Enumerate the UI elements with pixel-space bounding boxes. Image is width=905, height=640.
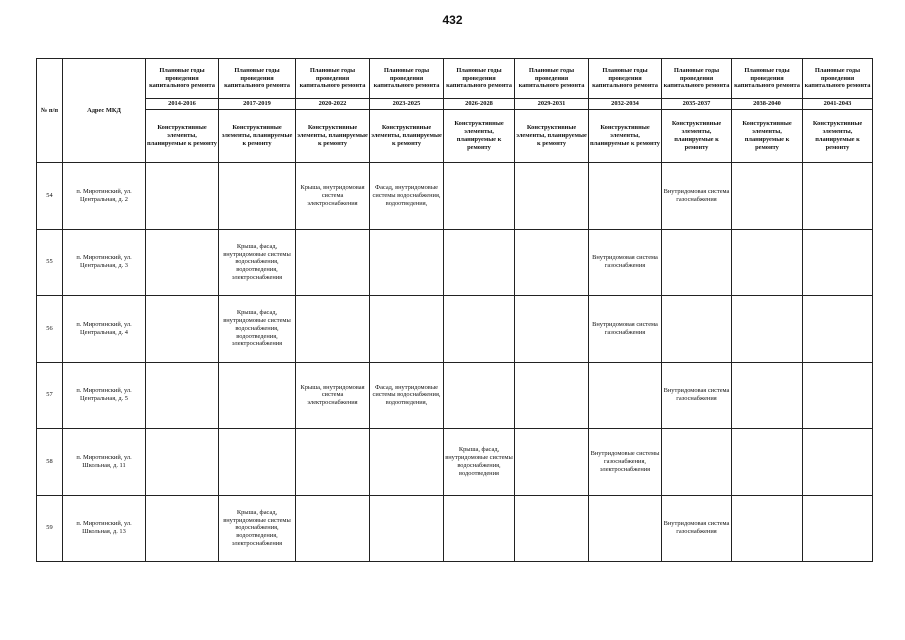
column-header-period: 2029-2031 <box>515 99 589 110</box>
column-header-period: 2017-2019 <box>219 99 296 110</box>
row-number: 58 <box>37 429 63 496</box>
repair-elements-cell: Крыша, внутридомовая система электроснабжения <box>296 362 370 429</box>
column-header-planned-years: Плановые годы проведения капитального ремонта <box>146 59 219 99</box>
column-header-period: 2032-2034 <box>589 99 662 110</box>
row-number: 56 <box>37 296 63 363</box>
repair-elements-cell <box>732 495 803 562</box>
repair-elements-cell: Внутридомовая система газоснабжения <box>589 296 662 363</box>
repair-elements-cell: Крыша, фасад, внутридомовые системы водоснабжения, водоотведения, электроснабжения <box>219 229 296 296</box>
row-address: п. Миротинский, ул. Центральная, д. 2 <box>63 163 146 230</box>
repair-elements-cell <box>515 296 589 363</box>
repair-elements-cell <box>732 229 803 296</box>
repair-elements-cell <box>444 163 515 230</box>
repair-elements-cell: Крыша, фасад, внутридомовые системы водоснабжения, водоотведения <box>444 429 515 496</box>
repair-elements-cell <box>732 163 803 230</box>
repair-elements-cell <box>515 163 589 230</box>
repair-elements-cell <box>146 163 219 230</box>
row-address: п. Миротинский, ул. Школьная, д. 11 <box>63 429 146 496</box>
repair-elements-cell <box>146 495 219 562</box>
repair-elements-cell <box>803 362 873 429</box>
column-header-planned-years: Плановые годы проведения капитального ремонта <box>296 59 370 99</box>
column-header-planned-years: Плановые годы проведения капитального ремонта <box>589 59 662 99</box>
table-body <box>37 163 873 562</box>
column-header-planned-years: Плановые годы проведения капитального ремонта <box>370 59 444 99</box>
repair-elements-cell <box>515 429 589 496</box>
column-header-elements: Конструктивные элементы, планируемые к ремонту <box>296 110 370 163</box>
column-header-period: 2041-2043 <box>803 99 873 110</box>
repair-elements-cell <box>515 495 589 562</box>
capital-repair-table <box>36 58 873 562</box>
repair-elements-cell <box>803 163 873 230</box>
repair-elements-cell: Внутридомовая система газоснабжения <box>662 362 732 429</box>
header-row-elements <box>37 110 873 163</box>
row-address: п. Миротинский, ул. Центральная, д. 5 <box>63 362 146 429</box>
repair-elements-cell <box>803 429 873 496</box>
repair-elements-cell <box>219 362 296 429</box>
repair-elements-cell <box>662 229 732 296</box>
header-row-title <box>37 59 873 99</box>
column-header-planned-years: Плановые годы проведения капитального ремонта <box>219 59 296 99</box>
repair-elements-cell <box>296 495 370 562</box>
repair-elements-cell <box>515 229 589 296</box>
repair-elements-cell <box>219 163 296 230</box>
column-header-elements: Конструктивные элементы, планируемые к ремонту <box>589 110 662 163</box>
row-number: 57 <box>37 362 63 429</box>
repair-elements-cell <box>589 362 662 429</box>
repair-elements-cell: Фасад, внутридомовые системы водоснабжения, водоотведения, <box>370 362 444 429</box>
column-header-elements: Конструктивные элементы, планируемые к ремонту <box>732 110 803 163</box>
repair-elements-cell <box>515 362 589 429</box>
repair-elements-cell <box>732 362 803 429</box>
column-header-period: 2038-2040 <box>732 99 803 110</box>
row-number: 54 <box>37 163 63 230</box>
repair-elements-cell: Внутридомовая система газоснабжения <box>589 229 662 296</box>
table-row <box>37 296 873 363</box>
repair-elements-cell <box>146 429 219 496</box>
repair-elements-cell <box>662 296 732 363</box>
repair-elements-cell <box>370 429 444 496</box>
repair-elements-cell <box>803 495 873 562</box>
column-header-period: 2020-2022 <box>296 99 370 110</box>
repair-elements-cell <box>803 229 873 296</box>
repair-elements-cell: Крыша, внутридомовая система электроснабжения <box>296 163 370 230</box>
repair-elements-cell <box>589 163 662 230</box>
repair-elements-cell <box>370 495 444 562</box>
repair-elements-cell: Крыша, фасад, внутридомовые системы водоснабжения, водоотведения, электроснабжения <box>219 495 296 562</box>
header-row-years <box>37 99 873 110</box>
column-header-elements: Конструктивные элементы, планируемые к ремонту <box>803 110 873 163</box>
repair-elements-cell <box>662 429 732 496</box>
repair-elements-cell <box>146 296 219 363</box>
repair-elements-cell <box>444 229 515 296</box>
repair-elements-cell <box>296 229 370 296</box>
row-number: 59 <box>37 495 63 562</box>
column-header-elements: Конструктивные элементы, планируемые к ремонту <box>370 110 444 163</box>
table-row <box>37 495 873 562</box>
row-address: п. Миротинский, ул. Центральная, д. 4 <box>63 296 146 363</box>
repair-elements-cell <box>296 296 370 363</box>
repair-elements-cell <box>444 495 515 562</box>
column-header-planned-years: Плановые годы проведения капитального ремонта <box>444 59 515 99</box>
page-number: 432 <box>442 13 463 27</box>
repair-elements-cell <box>370 296 444 363</box>
column-header-period: 2014-2016 <box>146 99 219 110</box>
column-header-elements: Конструктивные элементы, планируемые к ремонту <box>515 110 589 163</box>
column-header-period: 2026-2028 <box>444 99 515 110</box>
repair-elements-cell <box>146 362 219 429</box>
repair-elements-cell <box>146 229 219 296</box>
column-header-planned-years: Плановые годы проведения капитального ремонта <box>515 59 589 99</box>
repair-elements-cell <box>219 429 296 496</box>
repair-elements-cell <box>732 429 803 496</box>
column-header-period: 2035-2037 <box>662 99 732 110</box>
repair-elements-cell: Внутридомовые системы газоснабжения, электроснабжения <box>589 429 662 496</box>
column-header-planned-years: Плановые годы проведения капитального ремонта <box>803 59 873 99</box>
repair-elements-cell <box>370 229 444 296</box>
table-row <box>37 163 873 230</box>
column-header-planned-years: Плановые годы проведения капитального ремонта <box>662 59 732 99</box>
repair-elements-cell: Крыша, фасад, внутридомовые системы водоснабжения, водоотведения, электроснабжения <box>219 296 296 363</box>
repair-elements-cell: Внутридомовая система газоснабжения <box>662 495 732 562</box>
row-number: 55 <box>37 229 63 296</box>
repair-elements-cell: Внутридомовая система газоснабжения <box>662 163 732 230</box>
column-header-elements: Конструктивные элементы, планируемые к ремонту <box>146 110 219 163</box>
table-row <box>37 429 873 496</box>
repair-elements-cell <box>444 362 515 429</box>
repair-elements-cell <box>732 296 803 363</box>
repair-elements-cell: Фасад, внутридомовые системы водоснабжения, водоотведения, <box>370 163 444 230</box>
repair-elements-cell <box>444 296 515 363</box>
table-row <box>37 229 873 296</box>
column-header-num: № п/п <box>37 59 63 163</box>
column-header-elements: Конструктивные элементы, планируемые к ремонту <box>219 110 296 163</box>
repair-elements-cell <box>589 495 662 562</box>
column-header-elements: Конструктивные элементы, планируемые к ремонту <box>444 110 515 163</box>
row-address: п. Миротинский, ул. Школьная, д. 13 <box>63 495 146 562</box>
row-address: п. Миротинский, ул. Центральная, д. 3 <box>63 229 146 296</box>
repair-elements-cell <box>296 429 370 496</box>
table-row <box>37 362 873 429</box>
column-header-planned-years: Плановые годы проведения капитального ремонта <box>732 59 803 99</box>
repair-elements-cell <box>803 296 873 363</box>
column-header-address: Адрес МКД <box>63 59 146 163</box>
column-header-period: 2023-2025 <box>370 99 444 110</box>
column-header-elements: Конструктивные элементы, планируемые к ремонту <box>662 110 732 163</box>
